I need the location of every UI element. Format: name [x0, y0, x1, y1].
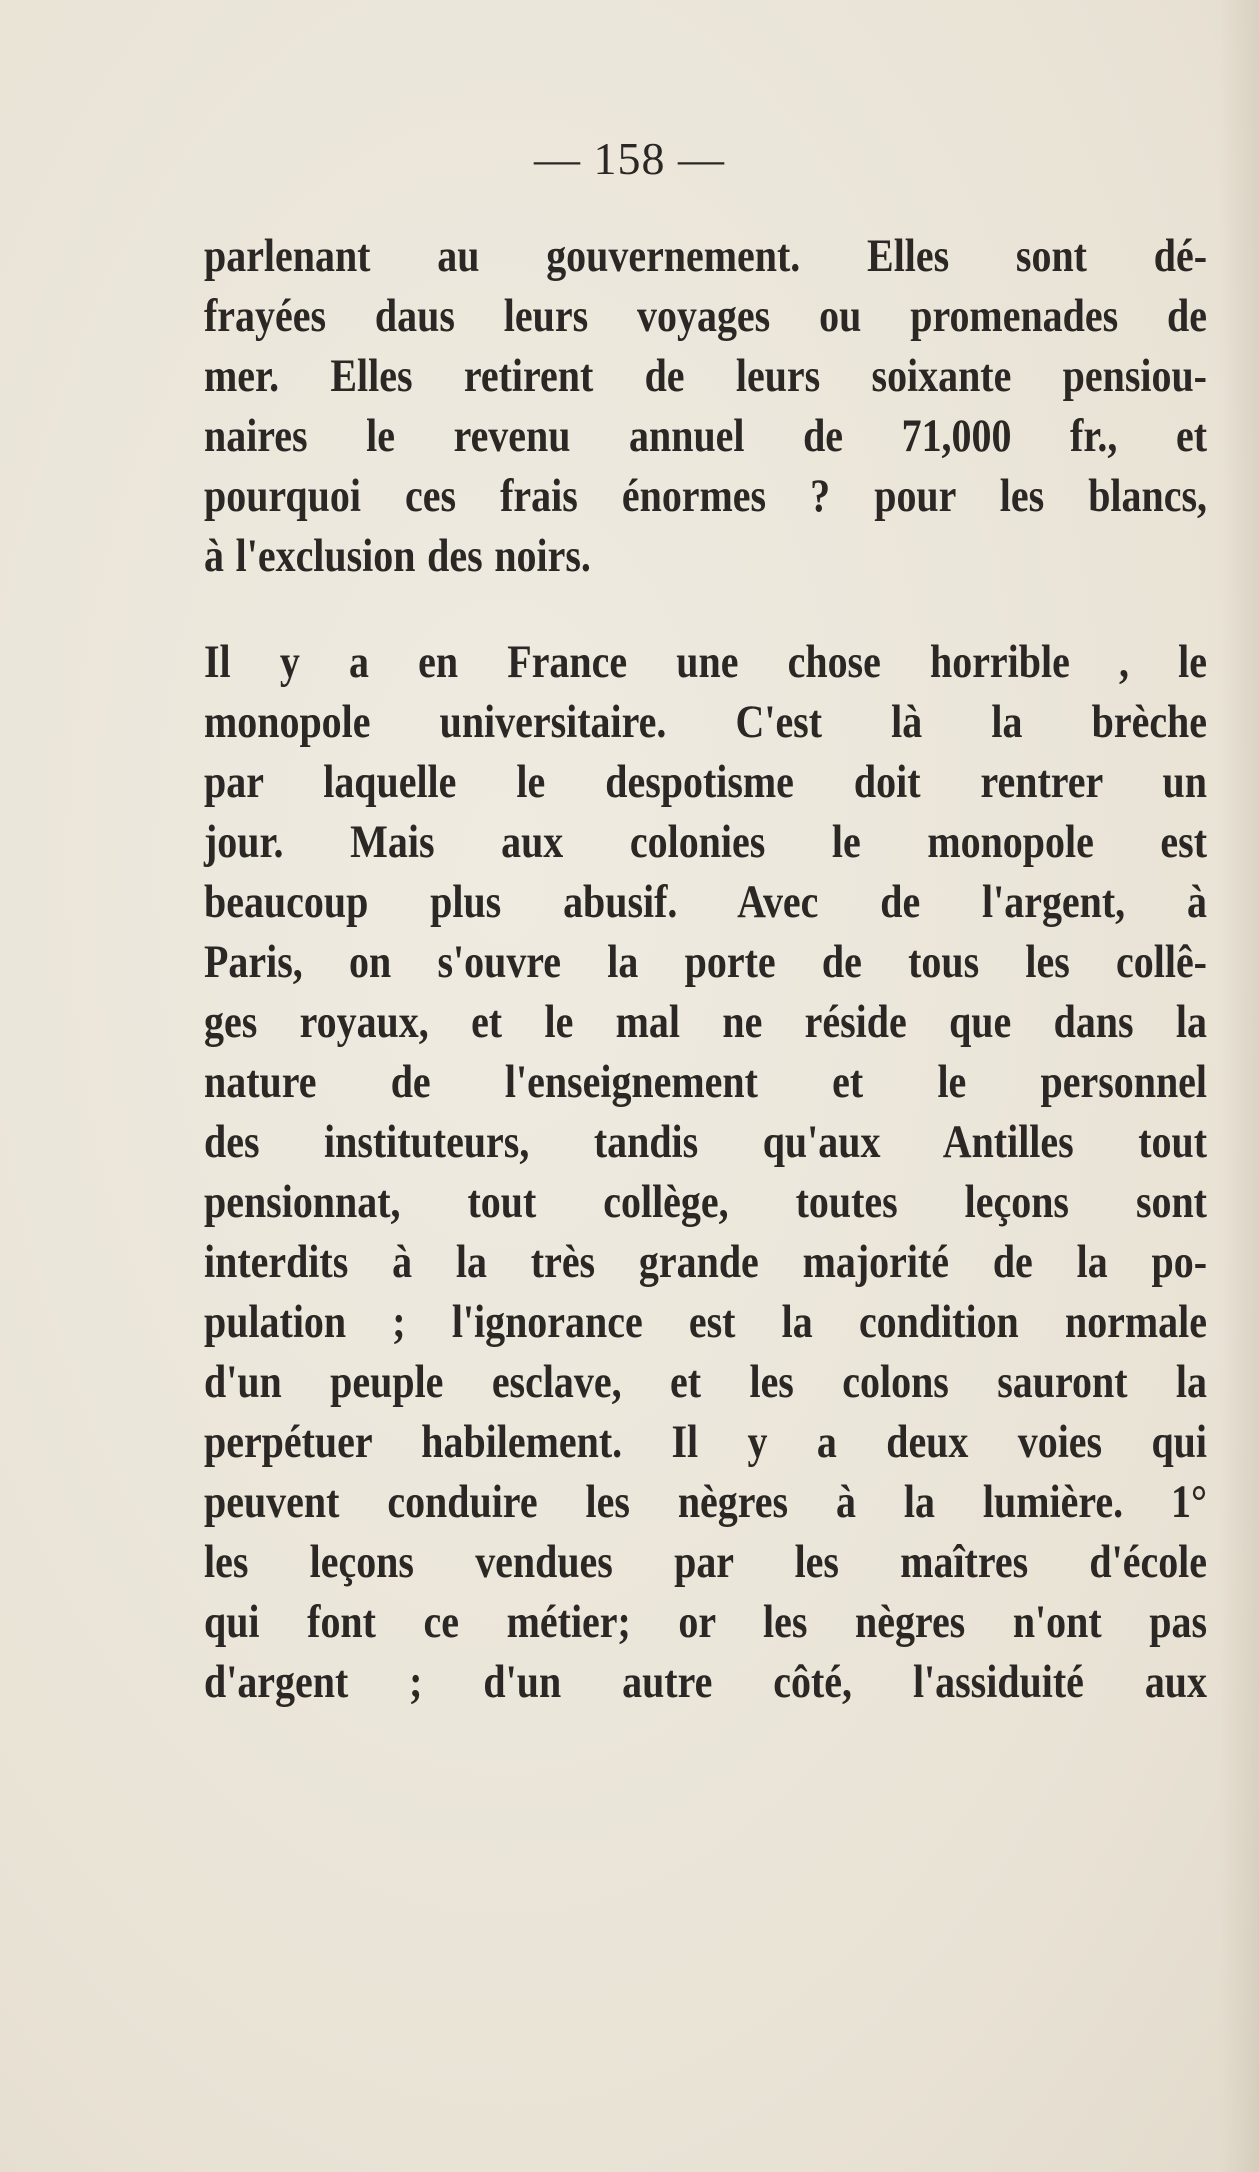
- paragraph-1: [204, 226, 1259, 586]
- text-line: d'un peuple esclave, et les colons sauront la: [204, 1356, 1207, 1408]
- text-line: monopole universitaire. C'est là la brèche: [204, 696, 1207, 748]
- paragraph-2: [204, 632, 1259, 1712]
- text-line: par laquelle le despotisme doit rentrer un: [204, 756, 1207, 808]
- page-body: [204, 226, 1259, 1712]
- text-line: Il y a en France une chose horrible , le: [204, 636, 1207, 688]
- text-line: pourquoi ces frais énormes ? pour les blancs,: [204, 470, 1207, 522]
- text-line: naires le revenu annuel de 71,000 fr., et: [204, 410, 1207, 462]
- text-line: perpétuer habilement. Il y a deux voies qui: [204, 1416, 1207, 1468]
- text-line: les leçons vendues par les maîtres d'école: [204, 1536, 1207, 1588]
- page-number: — 158 —: [534, 133, 725, 184]
- text-line: des instituteurs, tandis qu'aux Antilles tout: [204, 1116, 1207, 1168]
- text-line: à l'exclusion des noirs.: [204, 530, 591, 582]
- text-line: mer. Elles retirent de leurs soixante pensiou-: [204, 350, 1207, 402]
- text-line: parlenant au gouvernement. Elles sont dé-: [204, 230, 1207, 282]
- text-line: ges royaux, et le mal ne réside que dans la: [204, 996, 1207, 1048]
- text-line: d'argent ; d'un autre côté, l'assiduité aux: [204, 1656, 1207, 1708]
- text-line: jour. Mais aux colonies le monopole est: [204, 816, 1207, 868]
- text-line: beaucoup plus abusif. Avec de l'argent, à: [204, 876, 1207, 928]
- text-line: pulation ; l'ignorance est la condition normale: [204, 1296, 1207, 1348]
- text-line: Paris, on s'ouvre la porte de tous les collê-: [204, 936, 1207, 988]
- text-line: nature de l'enseignement et le personnel: [204, 1056, 1207, 1108]
- text-line: interdits à la très grande majorité de la po-: [204, 1236, 1207, 1288]
- text-line: qui font ce métier; or les nègres n'ont pas: [204, 1596, 1207, 1648]
- text-line: frayées daus leurs voyages ou promenades de: [204, 290, 1207, 342]
- text-line: pensionnat, tout collège, toutes leçons sont: [204, 1176, 1207, 1228]
- text-line: peuvent conduire les nègres à la lumière. 1°: [204, 1476, 1207, 1528]
